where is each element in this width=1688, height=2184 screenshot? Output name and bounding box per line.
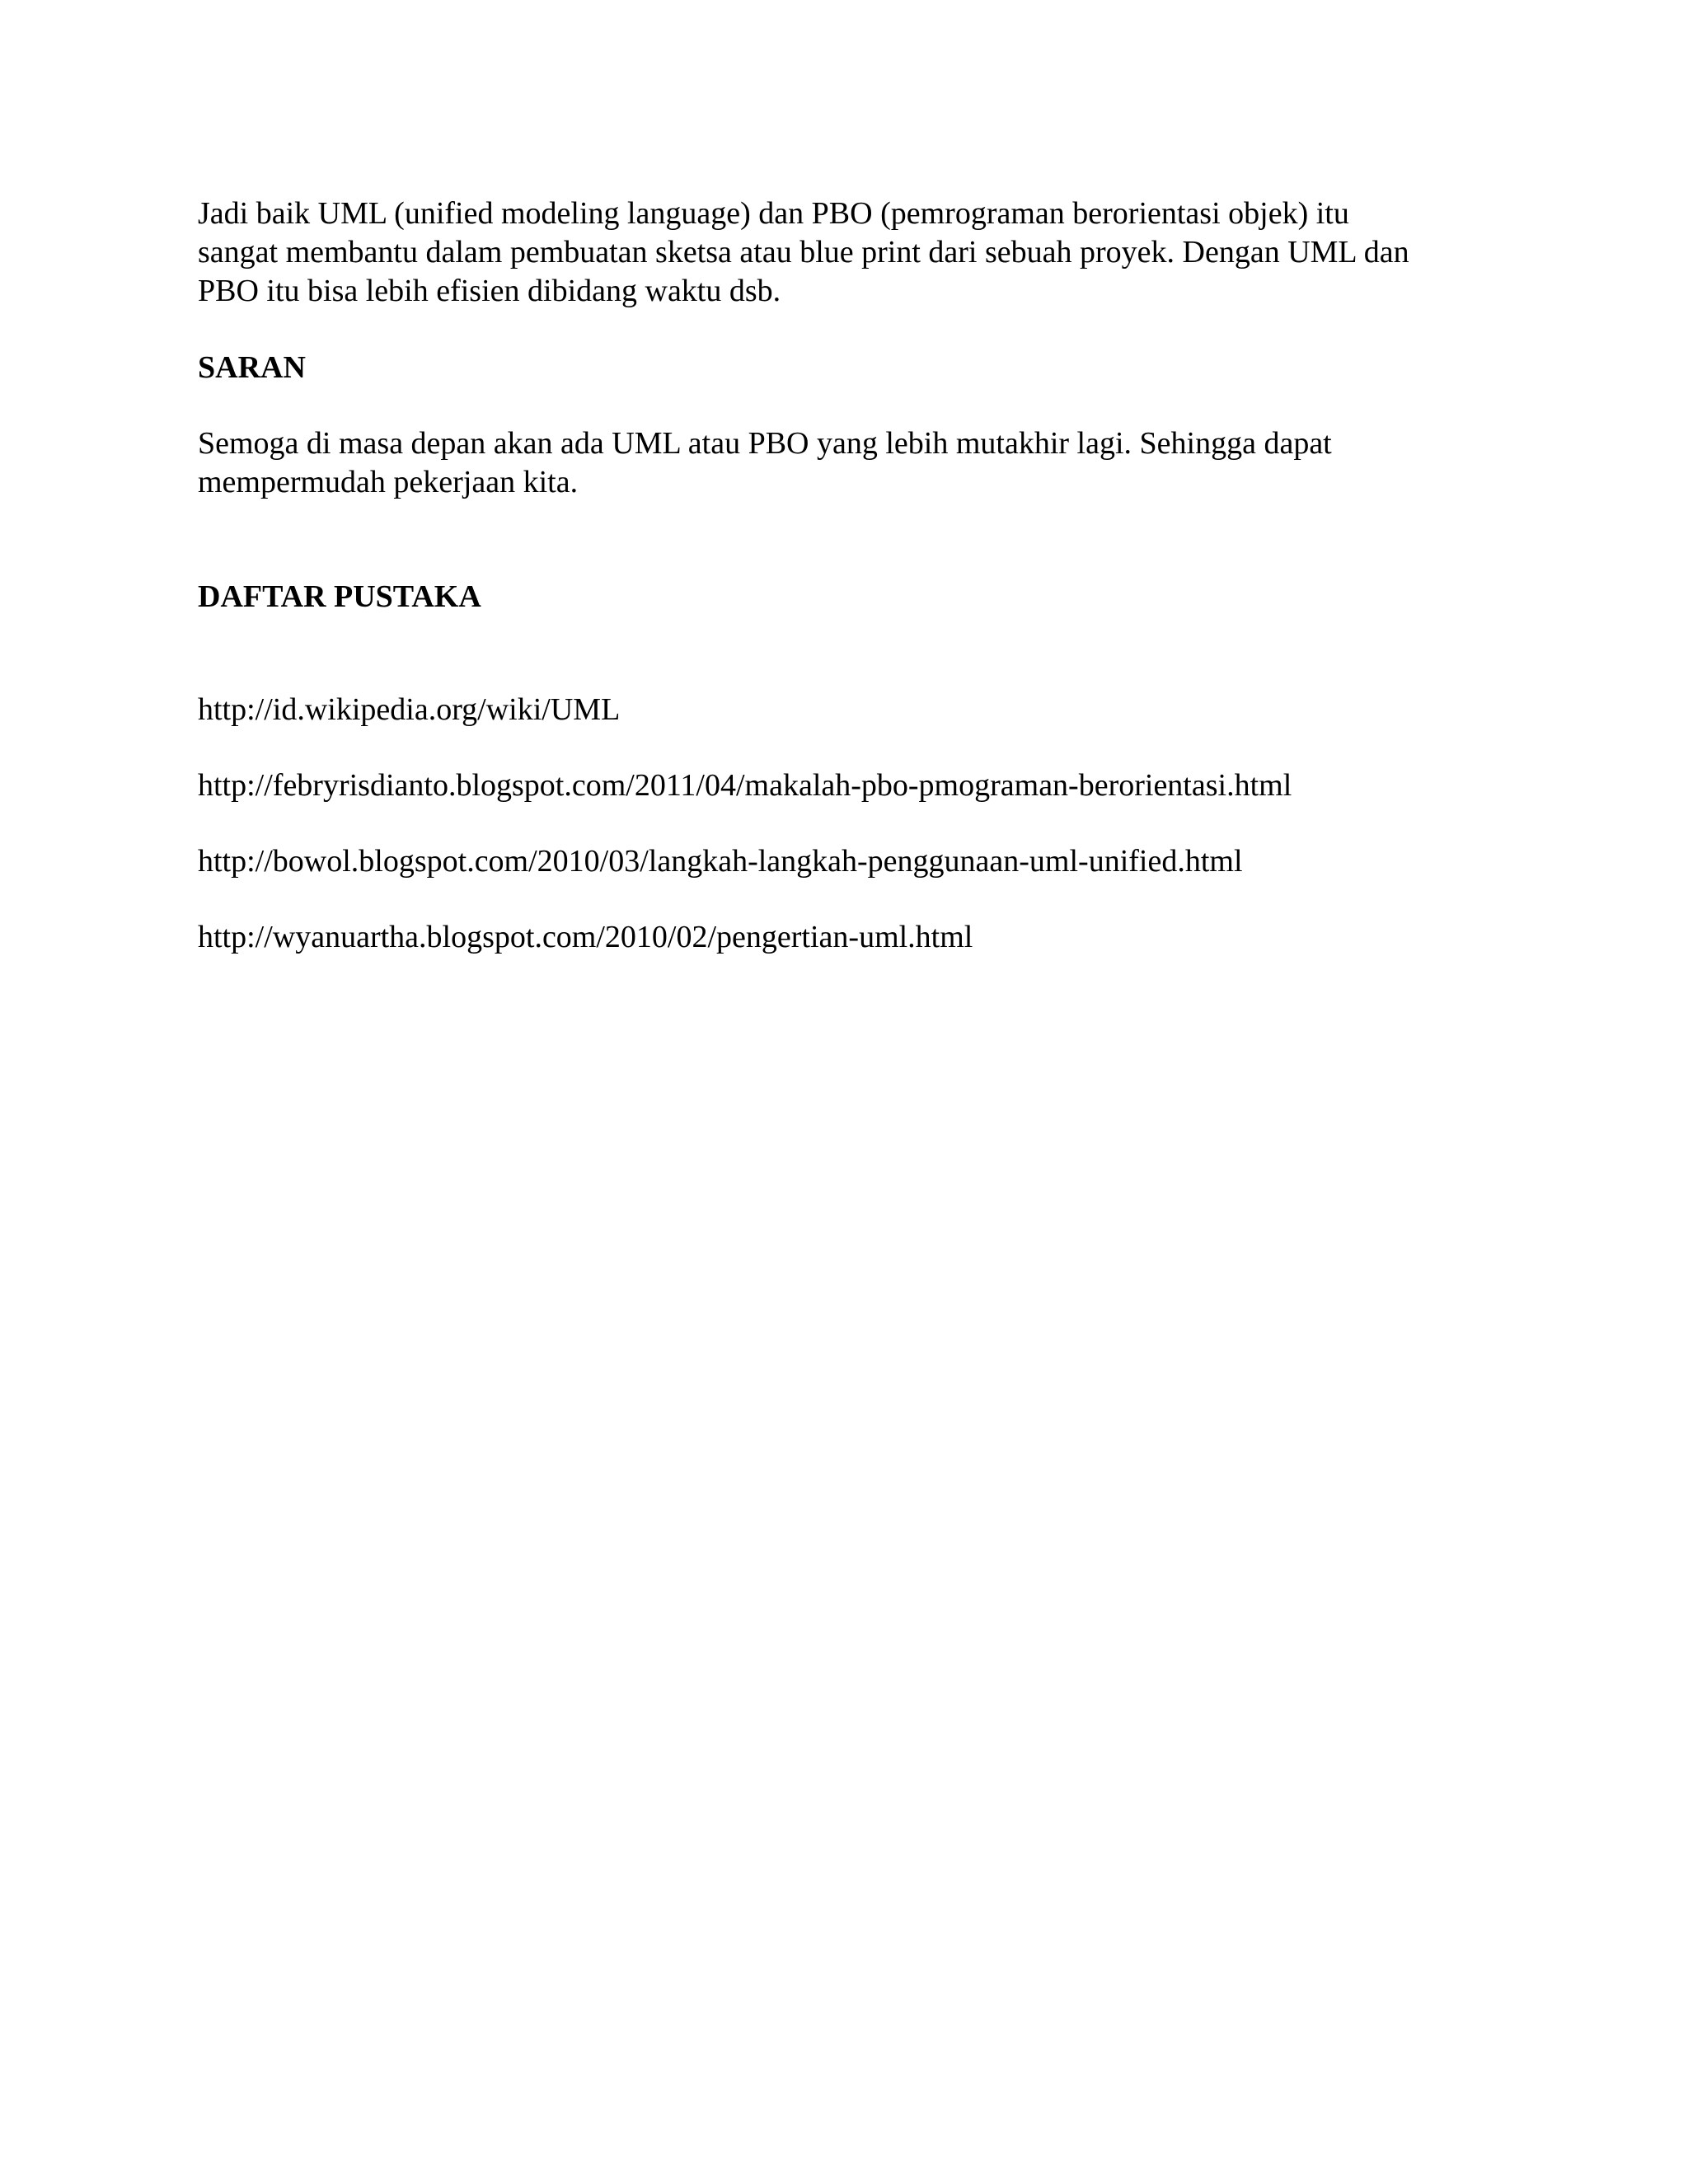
reference-link[interactable]: http://wyanuartha.blogspot.com/2010/02/pengertian-uml.html — [198, 920, 973, 954]
conclusion-line: sangat membantu dalam pembuatan sketsa atau blue print dari sebuah proyek. Dengan UML dan — [198, 235, 1409, 269]
saran-paragraph — [198, 424, 1492, 502]
reference-link[interactable]: http://bowol.blogspot.com/2010/03/langkah-langkah-penggunaan-uml-unified.html — [198, 844, 1243, 879]
saran-heading: SARAN — [198, 350, 306, 385]
conclusion-line: PBO itu bisa lebih efisien dibidang waktu dsb. — [198, 274, 781, 308]
conclusion-line: Jadi baik UML (unified modeling language) dan PBO (pemrograman berorientasi objek) itu — [198, 196, 1349, 231]
reference-link[interactable]: http://id.wikipedia.org/wiki/UML — [198, 692, 621, 727]
reference-link[interactable]: http://febryrisdianto.blogspot.com/2011/04/makalah-pbo-pmograman-berorientasi.html — [198, 768, 1292, 803]
daftar-pustaka-heading: DAFTAR PUSTAKA — [198, 579, 481, 614]
saran-line: mempermudah pekerjaan kita. — [198, 465, 579, 499]
page-content — [198, 194, 1492, 957]
conclusion-paragraph — [198, 194, 1492, 311]
saran-line: Semoga di masa depan akan ada UML atau PBO yang lebih mutakhir lagi. Sehingga dapat — [198, 426, 1332, 461]
